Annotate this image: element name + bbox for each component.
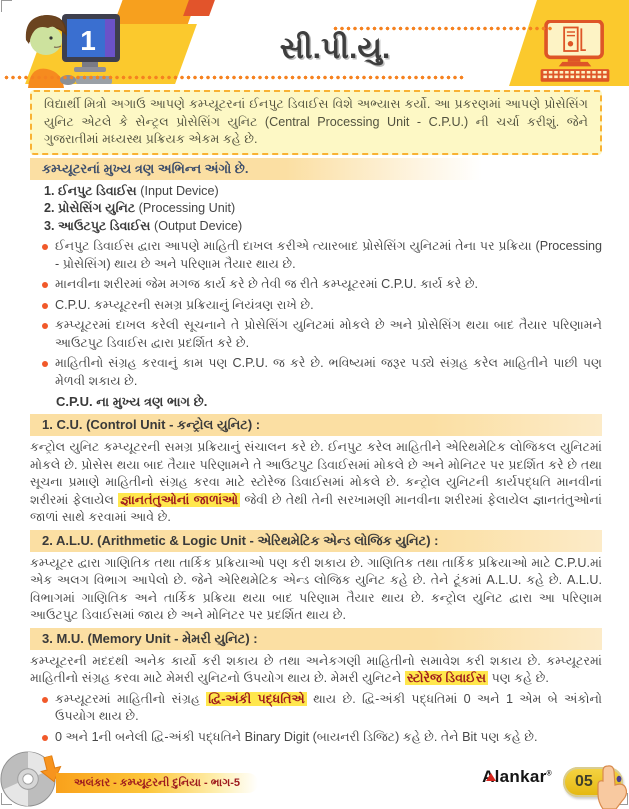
section-cu <box>30 414 602 527</box>
paragraph-text: કમ્પ્યૂટરમાં માહિતીનો સંગ્રહ <box>55 691 207 706</box>
brand-text: Alankar <box>482 767 547 786</box>
bullet-list <box>42 691 602 747</box>
bullet-item: માનવીના શરીરમાં જેમ મગજ કાર્ય કરે છે તેવી જ રીતે કમ્પ્યૂટરમાં C.P.U. કાર્ય કરે છે. <box>42 276 602 294</box>
paragraph-text: કન્ટ્રોલ યુનિટ કમ્પ્યૂટરની સમગ્ર પ્રક્રિયાનું સંચાલન કરે છે. ઈનપુટ કરેલ માહિતીને એરિથમેટિક લોજિકલ યુનિટમાં મોકલે છે. પ્રોસેસ થયા બાદ તૈયાર પરિણામને તે આઉટપુટ ડિવાઈસમાં મોકલે છે અને મોનિટર પર પ્રદર્શિત કરે છે તથા સૂચના પ્રમાણે માહિતીનો સંગ્રહ કરવા માટે સ્ટોરેજ ડિવાઈસમાં મોકલે છે. કન્ટ્રોલ યુનિટની કાર્યપદ્ધતિ માનવીનાં શરીરમાં ફેલાયેલ <box>30 440 602 507</box>
page-number-badge: 05 <box>563 767 623 797</box>
page-content <box>30 90 602 749</box>
page-title: સી.પી.યુ. <box>279 32 391 65</box>
bullet-item: C.P.U. કમ્પ્યૂટરની સમગ્ર પ્રક્રિયાનું નિયંત્રણ રાખે છે. <box>42 297 602 315</box>
item-label-english: (Input Device) <box>140 183 219 198</box>
section-heading-alu: 2. A.L.U. (Arithmetic & Logic Unit - એરિથમેટિક એન્ડ લોજિક યુનિટ) : <box>30 530 602 552</box>
highlighted-term: સ્ટોરેજ ડિવાઈસ <box>406 671 487 685</box>
heading-cpu-parts: C.P.U. ના મુખ્ય ત્રણ ભાગ છે. <box>56 394 208 409</box>
dotted-divider-bottom <box>4 75 466 80</box>
intro-text: વિદ્યાર્થી મિત્રો અગાઉ આપણે કમ્પ્યૂટરનાં ઈનપુટ ડિવાઈસ વિશે અભ્યાસ કર્યો. આ પ્રકરણમાં આપણે પ્રોસેસિંગ યુનિટ એટલે કે સેન્ટ્રલ પ્રોસેસિંગ યુનિટ (Central Processing Unit - C.P.U.) ની ચર્ચા કરીશું. જેને ગુજરાતીમાં મધ્યસ્થ પ્રક્રિયક એકમ કહે છે. <box>44 97 588 146</box>
item-label-gujarati: પ્રોસેસિંગ યુનિટ <box>58 201 136 215</box>
bullet-list <box>42 238 602 390</box>
section-alu <box>30 530 602 625</box>
section-paragraph <box>30 439 602 527</box>
paragraph-text: કમ્પ્યૂટરની મદદથી અનેક કાર્યો કરી શકાય છે તથા અનેકગણી માહિતીનો સમાવેશ કરી શકાય છે. કમ્પ્યૂટરમાં માહિતીનો સંગ્રહ કરવા માટે મેમરી યુનિટનો ઉપયોગ થાય છે. મેમરી યુનિટને <box>30 653 602 685</box>
dotted-divider-top <box>333 26 553 31</box>
section-mu <box>30 628 602 747</box>
item-label-english: (Processing Unit) <box>138 201 236 215</box>
header-decoration-shape <box>183 0 215 16</box>
item-number: 1. <box>44 183 55 198</box>
red-triangle-icon <box>486 773 496 781</box>
hand-cursor-icon <box>597 765 627 809</box>
list-item <box>44 183 602 201</box>
page-footer <box>0 747 629 809</box>
list-item <box>44 200 602 218</box>
paragraph-text: થાય છે. દ્વિ-અંકી પદ્ધતિમાં 0 અને 1 એમ બે અંકોનો ઉપયોગ થાય છે. <box>55 691 603 723</box>
highlighted-term: જ્ઞાનતંતુઓનાં જાળાંઓ <box>120 492 239 507</box>
bullet-item <box>42 691 602 726</box>
section-paragraph: કમ્પ્યૂટર દ્વારા ગાણિતિક તથા તાર્કિક પ્રક્રિયાઓ પણ કરી શકાય છે. ગાણિતિક તથા તાર્કિક પ્રક્રિયાઓ માટે C.P.U.માં એક અલગ વિભાગ આપેલો છે. જેને એરિથમેટિક એન્ડ લોજિક યુનિટ કહે છે. તેને ટૂંકમાં A.L.U. કહે છે. A.L.U. વિભાગમાં ગાણિતિક અને તાર્કિક પ્રક્રિયા થયા બાદ પરિણામ તૈયાર થાય છે. કન્ટ્રોલ યુનિટ દ્વારા આ પરિણામ આઉટપુટ ડિવાઈસમાં જાય છે અને મોનિટર પર પ્રદર્શિત થાય છે. <box>30 555 602 622</box>
section-paragraph <box>30 653 602 688</box>
registered-mark: ® <box>546 770 552 778</box>
bullet-item: ઈનપુટ ડિવાઈસ દ્વારા આપણે માહિતી દાખલ કરીએ ત્યારબાદ પ્રોસેસિંગ યુનિટમાં તેના પર પ્રક્રિયા (Processing - પ્રોસેસિંગ) થાય છે અને પરિણામ તૈયાર થાય છે. <box>42 238 602 273</box>
item-label-gujarati: આઉટપુટ ડિવાઈસ <box>58 218 151 233</box>
alankar-logo <box>483 767 553 787</box>
item-number: 3. <box>44 218 55 233</box>
heading-main-parts: કમ્પ્યૂટરનાં મુખ્ય ત્રણ અભિન્ન અંગો છે. <box>30 158 496 180</box>
bullet-item: માહિતીનો સંગ્રહ કરવાનું કામ પણ C.P.U. જ કરે છે. ભવિષ્યમાં જરૂર પડ્યે સંગ્રહ કરેલ માહિતીને પાછી પણ મેળવી શકાય છે. <box>42 355 602 390</box>
section-heading-cu: 1. C.U. (Control Unit - કન્ટ્રોલ યુનિટ) : <box>30 414 602 436</box>
item-label-english: (Output Device) <box>154 218 243 233</box>
highlighted-term: દ્વિ-અંકી પદ્ધતિએ <box>208 691 305 706</box>
intro-box <box>30 90 602 155</box>
paragraph-text: પણ કહે છે. <box>488 671 549 685</box>
main-parts-list <box>44 183 602 236</box>
paragraph-text: જેવી છે તેથી તેની સરખામણી માનવીના શરીરમાં ફેલાયેલ જ્ઞાનતંતુઓનાં જાળાં સાથે કરવામાં આવે છે. <box>30 492 602 524</box>
bullet-item: 0 અને 1ની બનેલી દ્વિ-અંકી પદ્ધતિને Binary Digit (બાયનરી ડિજિટ) કહે છે. તેને Bit પણ કહે છે. <box>42 729 602 747</box>
page-header <box>0 0 629 88</box>
item-label-gujarati: ઈનપુટ ડિવાઈસ <box>58 183 137 198</box>
section-heading-mu: 3. M.U. (Memory Unit - મેમરી યુનિટ) : <box>30 628 602 650</box>
chapter-number: 1 <box>80 25 96 56</box>
item-number: 2. <box>44 201 55 215</box>
series-banner: અલંકાર - કમ્પ્યૂટરની દુનિયા - ભાગ-5 <box>56 773 258 793</box>
list-item <box>44 218 602 236</box>
bullet-item: કમ્પ્યૂટરમાં દાખલ કરેલી સૂચનાને તે પ્રોસેસિંગ યુનિટમાં મોકલે છે અને પ્રોસેસિંગ થયા બાદ તૈયાર પરિણામને આઉટપુટ ડિવાઈસ દ્વારા પ્રદર્શિત કરે છે. <box>42 317 602 352</box>
